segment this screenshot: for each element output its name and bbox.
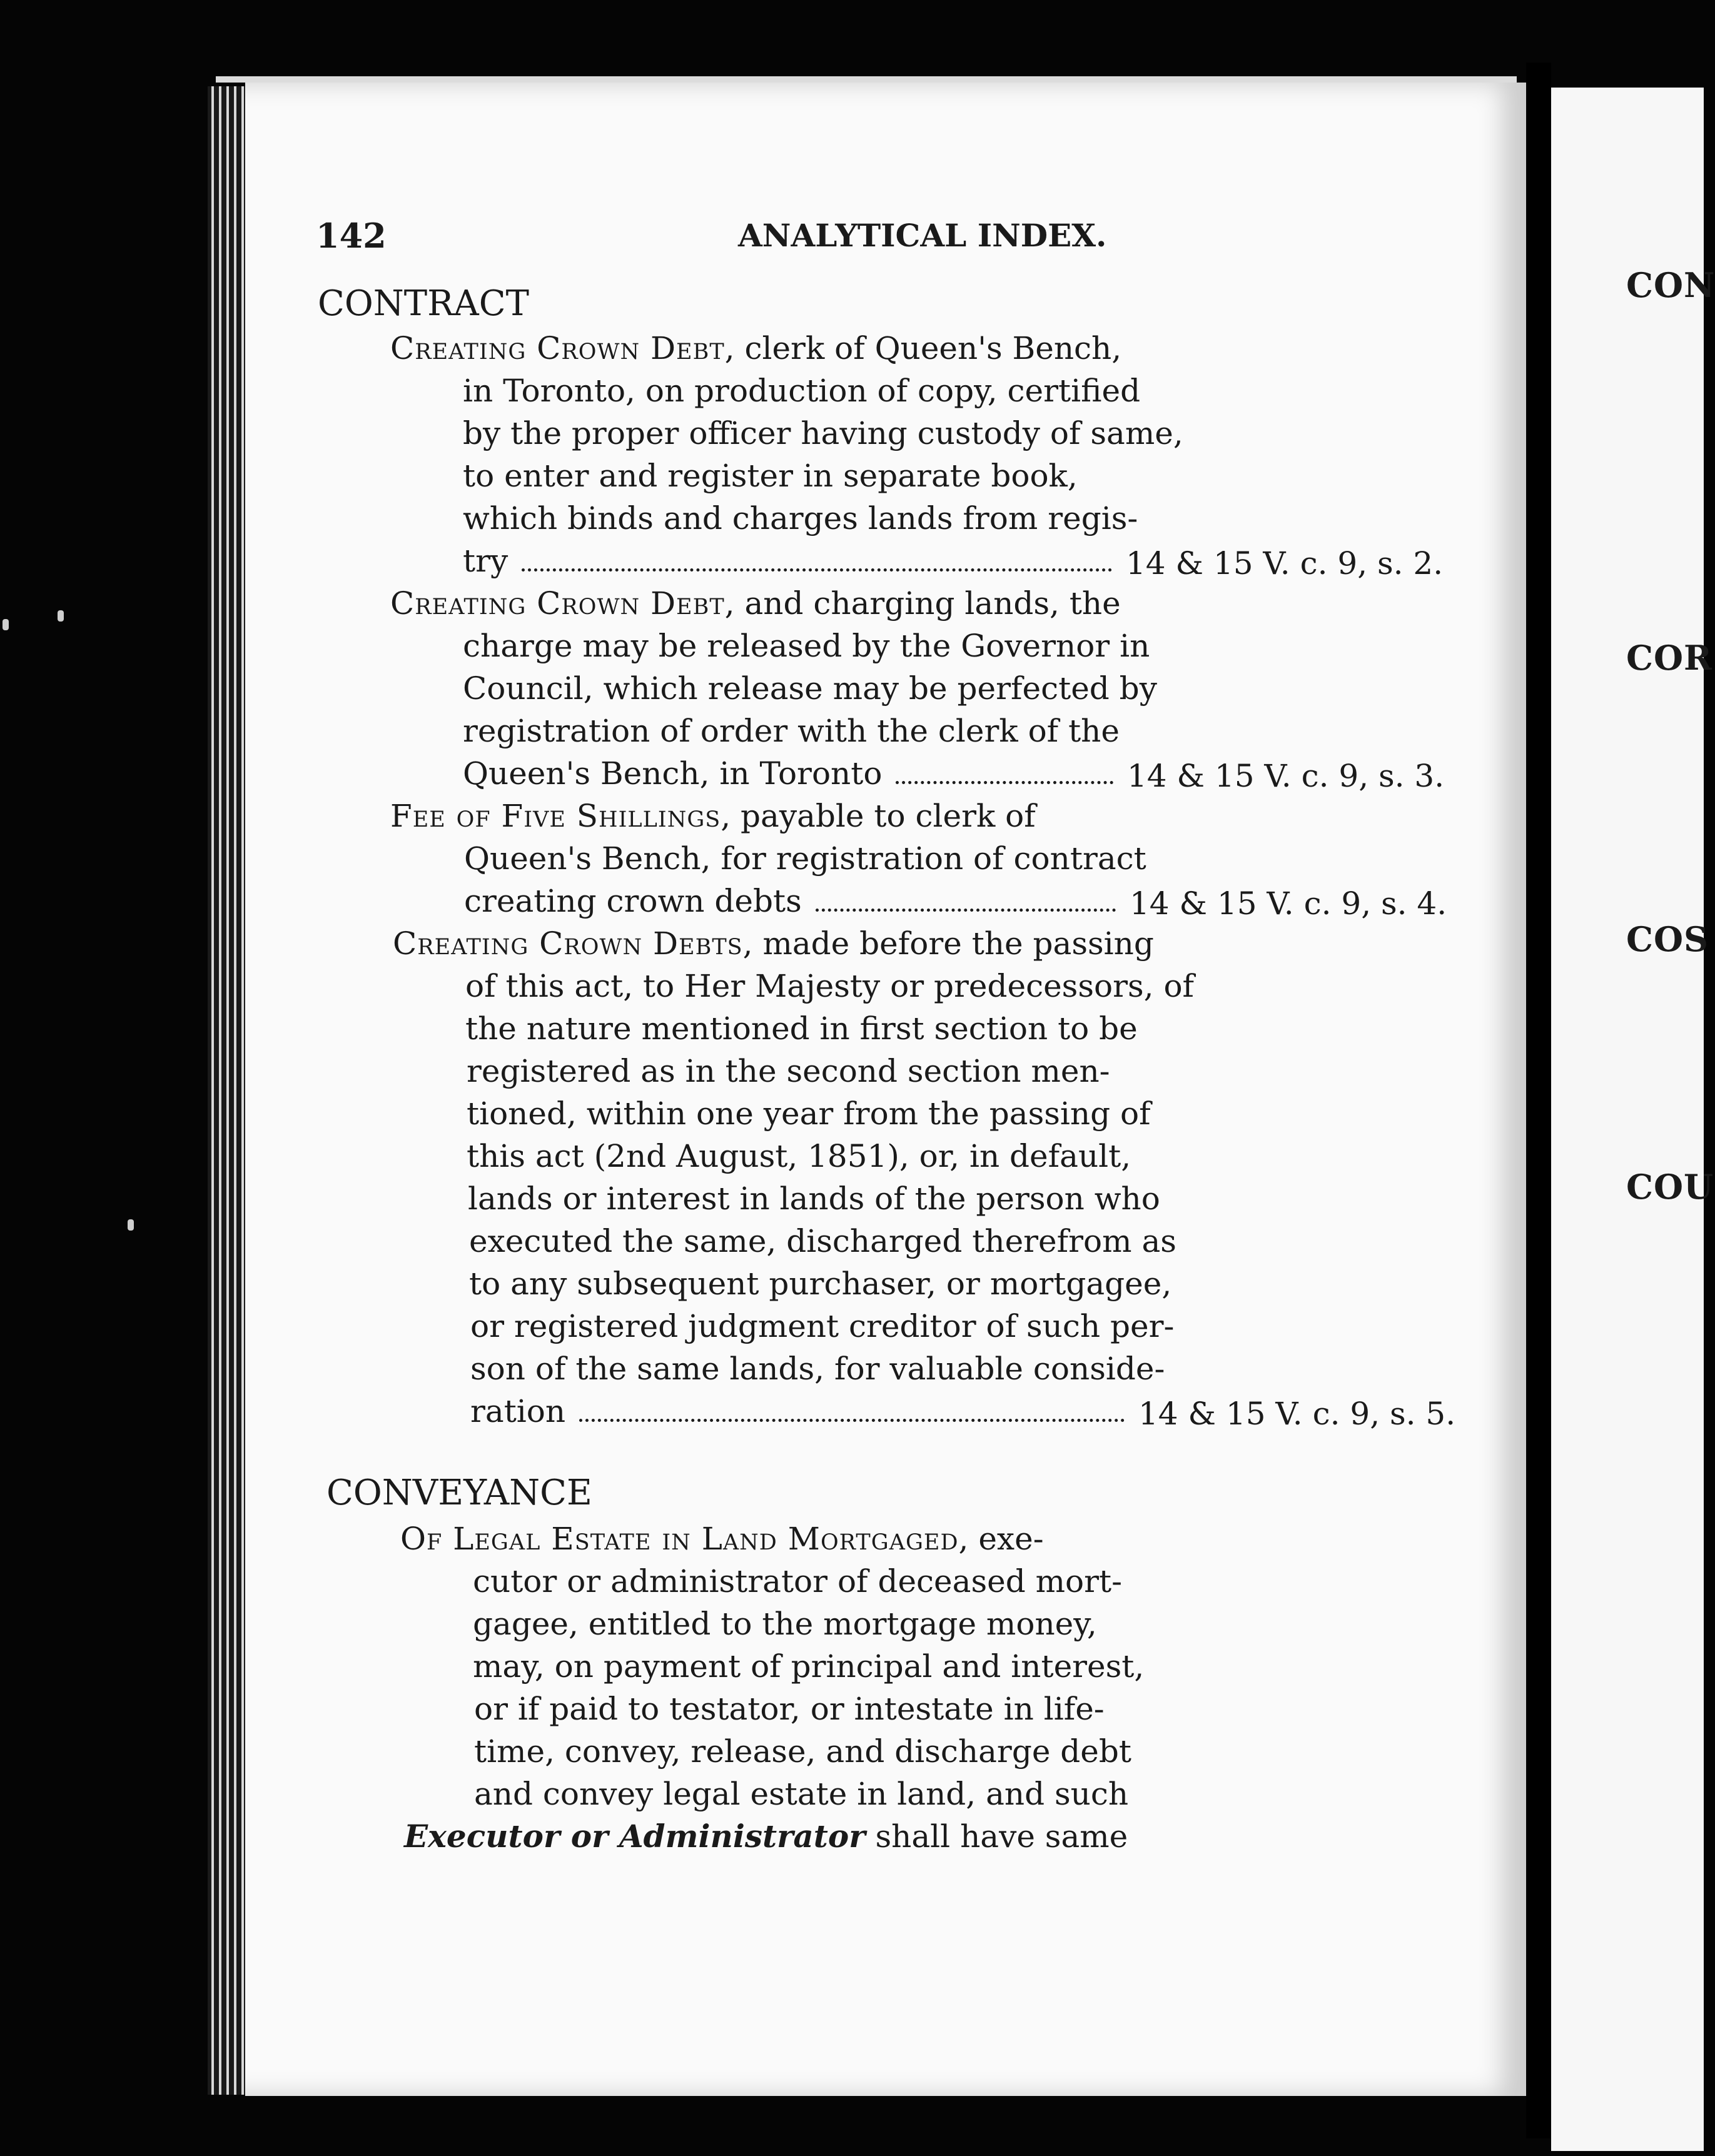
- statute-reference: 14 & 15 V. c. 9, s. 2.: [1126, 545, 1444, 582]
- index-entry-line: this act (2nd August, 1851), or, in default,: [467, 1138, 1131, 1174]
- right-page-heading: COR: [1626, 638, 1712, 678]
- entry-lead: Creating Crown Debt: [390, 330, 725, 366]
- index-entry-line: registered as in the second section men-: [467, 1053, 1110, 1089]
- section-heading: CONVEYANCE: [326, 1473, 592, 1513]
- index-entry-line: Creating Crown Debt, clerk of Queen's Bench,: [390, 330, 1122, 366]
- index-entry-line: of this act, to Her Majesty or predecessors, of: [465, 968, 1195, 1004]
- page-number: 142: [316, 216, 387, 256]
- right-page-heading: COS: [1626, 919, 1709, 959]
- entry-lead: Creating Crown Debt: [390, 585, 725, 622]
- index-entry-line: time, convey, release, and discharge debt: [474, 1733, 1132, 1770]
- dot-leader: [816, 909, 1116, 912]
- index-entry-line: gagee, entitled to the mortgage money,: [473, 1606, 1097, 1642]
- index-entry-line: which binds and charges lands from regis-: [463, 500, 1138, 536]
- index-entry-line: cutor or administrator of deceased mort-: [473, 1563, 1123, 1599]
- entry-lead: Creating Crown Debts: [393, 925, 743, 962]
- index-entry-line: executed the same, discharged therefrom as: [469, 1223, 1176, 1259]
- statute-reference: 14 & 15 V. c. 9, s. 4.: [1130, 885, 1447, 922]
- right-page-heading: CON: [1626, 265, 1715, 305]
- index-entry-line: to enter and register in separate book,: [463, 458, 1078, 494]
- index-entry-line: or if paid to testator, or intestate in life-: [474, 1691, 1105, 1727]
- statute-reference: 14 & 15 V. c. 9, s. 5.: [1138, 1396, 1456, 1432]
- scan-speck: [128, 1219, 134, 1231]
- index-entry-line: ration: [470, 1396, 1136, 1428]
- index-entry-line: Queen's Bench, in Toronto: [463, 758, 1125, 790]
- index-entry-line: try: [463, 545, 1123, 578]
- index-entry-line: son of the same lands, for valuable conside-: [470, 1351, 1165, 1387]
- index-entry-line: Creating Crown Debts, made before the passing: [393, 925, 1154, 962]
- section-heading: CONTRACT: [318, 283, 529, 324]
- scan-speck: [3, 619, 9, 630]
- index-entry-line: in Toronto, on production of copy, certified: [463, 373, 1141, 409]
- statute-reference: 14 & 15 V. c. 9, s. 3.: [1127, 758, 1445, 794]
- right-page: [1551, 88, 1704, 2151]
- italic-phrase: Executor or Administrator: [404, 1818, 866, 1855]
- index-entry-line: by the proper officer having custody of same,: [463, 415, 1183, 451]
- index-entry-line: the nature mentioned in first section to be: [465, 1010, 1138, 1047]
- index-entry-line: Executor or Administrator shall have same: [404, 1818, 1128, 1855]
- right-page-heading: COU: [1626, 1167, 1714, 1207]
- dot-leader: [522, 568, 1112, 572]
- index-entry-line: Queen's Bench, for registration of contract: [464, 840, 1146, 877]
- index-entry-line: lands or interest in lands of the person who: [468, 1181, 1160, 1217]
- index-entry-line: may, on payment of principal and interest,: [473, 1648, 1145, 1685]
- running-head: ANALYTICAL INDEX.: [738, 217, 1107, 254]
- dot-leader: [896, 781, 1113, 784]
- index-entry-line: or registered judgment creditor of such per-: [470, 1308, 1175, 1344]
- index-entry-line: Council, which release may be perfected by: [463, 670, 1157, 707]
- index-entry-line: Creating Crown Debt, and charging lands, the: [390, 585, 1121, 622]
- entry-lead: Of Legal Estate in Land Mortgaged: [400, 1521, 959, 1557]
- index-entry-line: Fee of Five Shillings, payable to clerk of: [390, 798, 1036, 834]
- index-entry-line: Of Legal Estate in Land Mortgaged, exe-: [400, 1521, 1044, 1557]
- index-entry-line: registration of order with the clerk of the: [463, 713, 1120, 749]
- index-entry-line: and convey legal estate in land, and such: [474, 1776, 1129, 1812]
- index-entry-line: tioned, within one year from the passing of: [467, 1096, 1151, 1132]
- index-entry-line: to any subsequent purchaser, or mortgagee,: [469, 1266, 1172, 1302]
- scan-speck: [58, 610, 64, 622]
- dot-leader: [579, 1419, 1125, 1422]
- book-gutter: [1526, 63, 1551, 2138]
- entry-lead: Fee of Five Shillings: [390, 798, 721, 834]
- index-entry-line: creating crown debts: [464, 885, 1127, 918]
- index-entry-line: charge may be released by the Governor in: [463, 628, 1150, 664]
- page-top-edge: [216, 76, 1517, 83]
